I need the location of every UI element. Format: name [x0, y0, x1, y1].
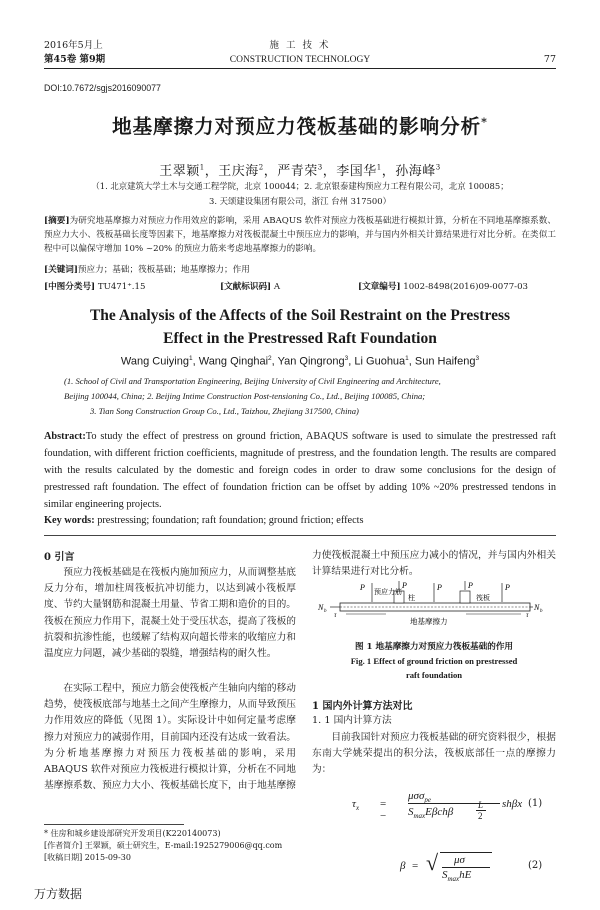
- header-volume: 第45卷 第9期: [44, 54, 106, 65]
- abstract-en: Abstract:To study the effect of prestress on ground friction, ABAQUS software is used to simulate the prestressed raft foundation, with different friction coefficients, magnitude of prestress, and the foundation length. The results are compared with the results calculated by the domestic and foreign codes in order to draw some conclusions for the design of prestressed raft foundation. The effect of foundation friction can be offset by adding 10% ~20% prestressed tendons in similar engineering projects.: [44, 431, 556, 510]
- header-date: 2016年5月上: [44, 40, 103, 51]
- section-1-1-heading: 1. 1 国内计算方法: [312, 715, 392, 726]
- label-raft: 筏板: [476, 594, 490, 602]
- title-cn: 地基摩擦力对预应力筏板基础的影响分析*: [112, 115, 488, 138]
- affiliation-cn-2: 3. 天颂建设集团有限公司，浙江 台州 317500）: [209, 196, 391, 206]
- authors-en: Wang Cuiying$^1$, Wang Qinghai$^2$, Yan Qingrong$^3$, Li Guohua$^1$, Sun Haifeng$^3$: [120, 355, 480, 368]
- section-0-heading: 0 引言: [44, 552, 75, 563]
- label-column: 柱: [408, 594, 415, 602]
- section-0-para-2: 在实际工程中，预应力筋会使筏板产生轴向内缩的移动趋势，使筏板底部与地基土之间产生摩擦力，从而导致预压力作用效应的降低（见图 1）。实际设计中如何定量考虑摩擦力对预应力的减弱作用，目前国内还没有达成一致看法。为分析地基摩擦力对预压力筏板基础的影响，采用 ABAQUS 软件对预应力筏板进行模拟计算，分析在不同地基摩擦系数、预应力大小、筏板基础长度下，由于地基摩擦: [44, 683, 296, 792]
- keywords-en: Key words: prestressing; foundation; raft foundation; ground friction; effects: [44, 515, 364, 526]
- header-rule: [44, 68, 556, 69]
- column-2: [460, 591, 470, 603]
- section-1-heading: 1 国内外计算方法对比: [312, 701, 413, 712]
- authors-cn: 王翠颖$^1$，王庆海$^2$，严青荣$^3$，李国华$^1$，孙海峰$^3$: [159, 163, 441, 179]
- footnote-rule: [44, 824, 184, 825]
- affiliation-cn-1: （1. 北京建筑大学土木与交通工程学院，北京 100044；2. 北京银泰建构预应力工程有限公司，北京 100085；: [91, 181, 509, 191]
- footnote-author: [作者简介] 王翠颖，硕士研究生，E-mail:1925279006@qq.com: [44, 841, 283, 850]
- figure-caption-en-2: raft foundation: [405, 670, 463, 680]
- title-en-line2: Effect in the Prestressed Raft Foundation: [163, 330, 437, 347]
- abstract-cn: [摘要]为研究地基摩擦力对预应力作用效应的影响，采用 ABAQUS 软件对预应力筏板基础进行模拟计算，分析在不同地基摩擦系数、预应力大小、筏板基础长度等因素下，地基摩擦力对筏板混凝土中预压应力的影响，并与国内外相关计算结果进行对比分析。在类似工程中可以偏保守增加 10% ~20% 的预应力筋来考虑地基摩擦力的影响。: [44, 216, 556, 254]
- figure-caption-en-1: Fig. 1 Effect of ground friction on prestressed: [350, 656, 518, 666]
- equation-2-number: (2): [528, 860, 543, 871]
- affiliation-en-2: Beijing 100044, China; 2. Beijing Intime Construction Post-tensioning Co., Ltd., Beijing 100085, China;: [64, 391, 426, 401]
- abstract-rule: [44, 535, 556, 536]
- doi: DOI:10.7672/sgjs2016090077: [44, 83, 161, 93]
- label-tendon: 预应力筋: [374, 588, 402, 596]
- label-tau-left: τ: [334, 611, 337, 619]
- keywords-cn: [关键词]预应力；基础；筏板基础；地基摩擦力；作用: [44, 265, 250, 275]
- label-n-right: N: [534, 603, 540, 612]
- section-1-1-para: 目前我国针对预应力筏板基础的研究资料很少，根据东南大学姚荣提出的积分法，筏板底部任一点的摩擦力为：: [312, 732, 556, 776]
- equation-1-number: (1): [528, 798, 543, 809]
- label-n-sub: b: [324, 609, 327, 614]
- watermark: 万方数据: [34, 887, 83, 901]
- affiliation-en-1: (1. School of Civil and Transportation Engineering, Beijing University of Civil Engineering and Architecture,: [64, 376, 441, 386]
- classification-code: [文献标识码] A: [220, 282, 281, 292]
- header-journal-cn: 施 工 技 术: [269, 40, 331, 51]
- header-page: 77: [543, 54, 556, 65]
- label-friction: 地基摩擦力: [410, 617, 448, 626]
- label-tau-right: τ: [526, 611, 529, 619]
- label-p-1: P: [360, 583, 365, 592]
- classification-clc: [中图分类号] TU471⁺.15: [44, 282, 146, 292]
- section-0-para-1: 预应力筏板基础是在筏板内施加预应力，从而调整基底反力分布，增加柱周筏板抗冲切能力，以达到减小筏板厚度、节约大量钢筋和混凝土用量、节省工期和造价的目的。筏板在预应力作用下，混凝土处于受压状态，提高了筏板的抗裂和抗渗性能，也缓解了结构双向超长带来的收缩应力和温度应力问题，减少基础的裂缝，增强结构的耐久性。: [44, 567, 296, 660]
- footnote-received: [收稿日期] 2015-09-30: [44, 853, 131, 862]
- footnote-fund: * 住房和城乡建设部研究开发项目(K220140073): [44, 829, 221, 838]
- right-para-cont: 力使筏板混凝土中预压应力减小的情况，并与国内外相关计算结果进行对比分析。: [312, 550, 556, 578]
- title-en-line1: The Analysis of the Affects of the Soil Restraint on the Prestress: [89, 307, 511, 324]
- label-n: N: [318, 603, 324, 612]
- classification-id: [文章编号] 1002-8498(2016)09-0077-03: [358, 282, 529, 292]
- header-journal-en: CONSTRUCTION TECHNOLOGY: [229, 55, 371, 65]
- affiliation-en-3: 3. Tian Song Construction Group Co., Ltd., Taizhou, Zhejiang 317500, China): [90, 406, 359, 416]
- label-p-3: P: [437, 583, 442, 592]
- figure-1: [316, 580, 552, 630]
- label-n-right-sub: b: [540, 609, 543, 614]
- label-p-4: P: [468, 581, 473, 590]
- label-p-5: P: [505, 583, 510, 592]
- label-p-2: P: [402, 581, 407, 590]
- figure-caption-cn: 图 1 地基摩擦力对预应力筏板基础的作用: [354, 642, 514, 652]
